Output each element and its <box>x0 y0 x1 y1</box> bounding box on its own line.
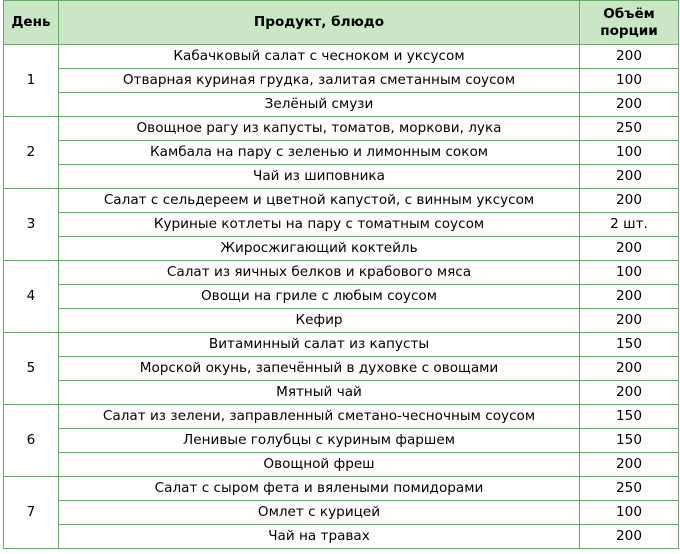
product-cell: Овощной фреш <box>59 453 580 477</box>
portion-cell: 250 <box>580 477 679 501</box>
portion-cell: 250 <box>580 117 679 141</box>
day-number-cell: 4 <box>4 261 59 333</box>
portion-cell: 200 <box>580 45 679 69</box>
day-number-cell: 3 <box>4 189 59 261</box>
table-row <box>4 429 679 453</box>
table-row <box>4 381 679 405</box>
product-cell: Салат с сыром фета и вялеными помидорами <box>59 477 580 501</box>
product-cell: Чай на травах <box>59 525 580 549</box>
product-cell: Салат с сельдереем и цветной капустой, с винным уксусом <box>59 189 580 213</box>
product-cell: Морской окунь, запечённый в духовке с овощами <box>59 357 580 381</box>
portion-cell: 200 <box>580 189 679 213</box>
portion-cell: 100 <box>580 501 679 525</box>
table-row <box>4 261 679 285</box>
table-row <box>4 213 679 237</box>
product-cell: Салат из зелени, заправленный сметано-чесночным соусом <box>59 405 580 429</box>
product-column-header: Продукт, блюдо <box>59 1 580 45</box>
table-row <box>4 357 679 381</box>
product-cell: Ленивые голубцы с куриным фаршем <box>59 429 580 453</box>
portion-cell: 200 <box>580 285 679 309</box>
portion-cell: 200 <box>580 453 679 477</box>
table-row <box>4 405 679 429</box>
portion-cell: 100 <box>580 261 679 285</box>
table-row <box>4 141 679 165</box>
table-row <box>4 453 679 477</box>
product-cell: Куриные котлеты на пару с томатным соусом <box>59 213 580 237</box>
product-cell: Кефир <box>59 309 580 333</box>
portion-cell: 150 <box>580 405 679 429</box>
table-row <box>4 69 679 93</box>
table-row <box>4 501 679 525</box>
portion-cell: 100 <box>580 69 679 93</box>
portion-cell: 150 <box>580 429 679 453</box>
table-row <box>4 525 679 549</box>
product-cell: Овощное рагу из капусты, томатов, моркови, лука <box>59 117 580 141</box>
table-row <box>4 237 679 261</box>
portion-cell: 200 <box>580 381 679 405</box>
product-cell: Мятный чай <box>59 381 580 405</box>
portion-cell: 200 <box>580 237 679 261</box>
day-number-cell: 2 <box>4 117 59 189</box>
table-row <box>4 309 679 333</box>
portion-column-header: Объём порции <box>580 1 679 45</box>
product-cell: Кабачковый салат с чесноком и уксусом <box>59 45 580 69</box>
product-cell: Камбала на пару с зеленью и лимонным соком <box>59 141 580 165</box>
product-cell: Зелёный смузи <box>59 93 580 117</box>
product-cell: Овощи на гриле с любым соусом <box>59 285 580 309</box>
portion-cell: 200 <box>580 93 679 117</box>
day-number-cell: 5 <box>4 333 59 405</box>
portion-cell: 150 <box>580 333 679 357</box>
diet-menu-table <box>3 0 679 549</box>
table-row <box>4 285 679 309</box>
portion-cell: 200 <box>580 357 679 381</box>
table-row <box>4 189 679 213</box>
day-number-cell: 7 <box>4 477 59 549</box>
table-row <box>4 333 679 357</box>
table-row <box>4 45 679 69</box>
day-column-header: День <box>4 1 59 45</box>
table-body <box>4 45 679 549</box>
portion-cell: 2 шт. <box>580 213 679 237</box>
portion-cell: 200 <box>580 309 679 333</box>
header-row <box>4 1 679 45</box>
product-cell: Отварная куриная грудка, залитая сметанным соусом <box>59 69 580 93</box>
table-row <box>4 165 679 189</box>
table-row <box>4 477 679 501</box>
product-cell: Салат из яичных белков и крабового мяса <box>59 261 580 285</box>
table-header <box>4 1 679 45</box>
portion-cell: 200 <box>580 165 679 189</box>
portion-cell: 200 <box>580 525 679 549</box>
product-cell: Чай из шиповника <box>59 165 580 189</box>
portion-cell: 100 <box>580 141 679 165</box>
product-cell: Омлет с курицей <box>59 501 580 525</box>
day-number-cell: 1 <box>4 45 59 117</box>
product-cell: Жиросжигающий коктейль <box>59 237 580 261</box>
product-cell: Витаминный салат из капусты <box>59 333 580 357</box>
table-row <box>4 117 679 141</box>
day-number-cell: 6 <box>4 405 59 477</box>
table-row <box>4 93 679 117</box>
